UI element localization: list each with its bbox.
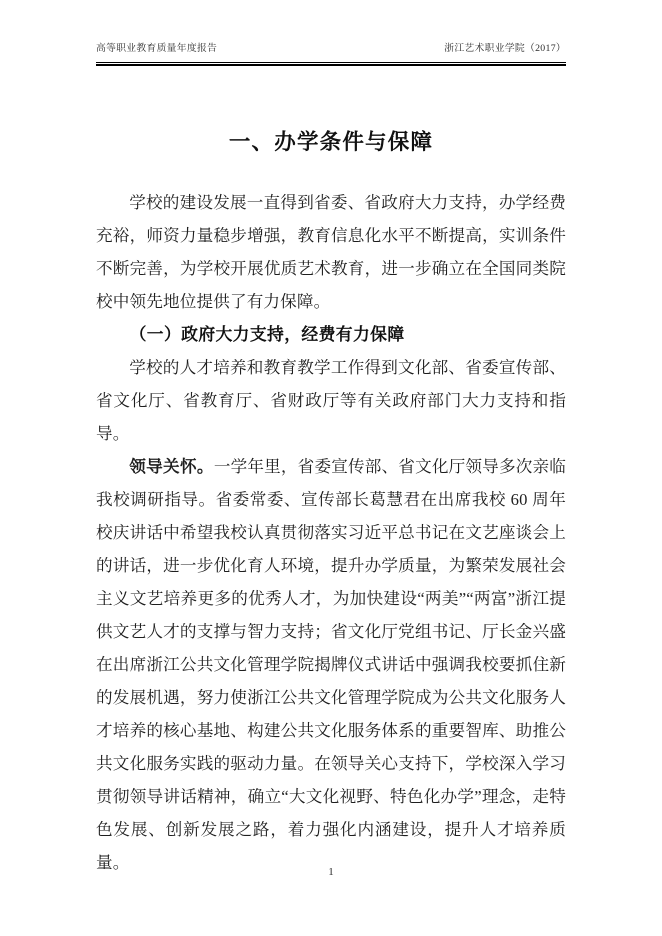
section-subheading: （一）政府大力支持，经费有力保障 [129,324,405,344]
paragraph-intro: 学校的建设发展一直得到省委、省政府大力支持，办学经费充裕，师资力量稳步增强，教育信息化水平不断提高，实训条件不断完善，为学校开展优质艺术教育，进一步确立在全国同类院校中领先地位提供了有力保障。 [96,193,566,311]
header-left-text: 高等职业教育质量年度报告 [96,43,218,54]
header-rule-thin [96,62,566,63]
paragraph-lead-in-body: 一学年里，省委宣传部、省文化厅领导多次亲临我校调研指导。省委常委、宣传部长葛慧君在出席我校 60 周年校庆讲话中希望我校认真贯彻落实习近平总书记在文艺座谈会上的讲话，进一步优化育人环境，提升办学质量，为繁荣发展社会主义文艺培养更多的优秀人才，为加快建设“两美”“两富”浙江提供文艺人才的支撑与智力支持；省文化厅党组书记、厅长金兴盛在出席浙江公共文化管理学院揭牌仪式讲话中强调我校要抓住新的发展机遇，努力使浙江公共文化管理学院成为公共文化服务人才培养的核心基地、构建公共文化服务体系的重要智库、助推公共文化服务实践的驱动力量。在领导关心支持下，学校深入学习贯彻领导讲话精神，确立“大文化视野、特色化办学”理念，走特色发展、创新发展之路，着力强化内涵建设，提升人才培养质量。 [96,457,567,872]
header-right-text: 浙江艺术职业学院（2017） [444,43,566,54]
paragraph-leadership-care [96,450,566,879]
document-body [96,126,566,879]
header-rule-thick [96,64,566,66]
page-title: 一、办学条件与保障 [228,130,434,155]
paragraph-lead-in-label: 领导关怀。 [129,457,214,476]
header-divider-rule [96,62,566,66]
paragraph-section-one-intro: 学校的人才培养和教育教学工作得到文化部、省委宣传部、省文化厅、省教育厅、省财政厅等有关政府部门大力支持和指导。 [96,358,566,443]
running-header [96,42,566,56]
footer-page-number: 1 [328,866,334,878]
